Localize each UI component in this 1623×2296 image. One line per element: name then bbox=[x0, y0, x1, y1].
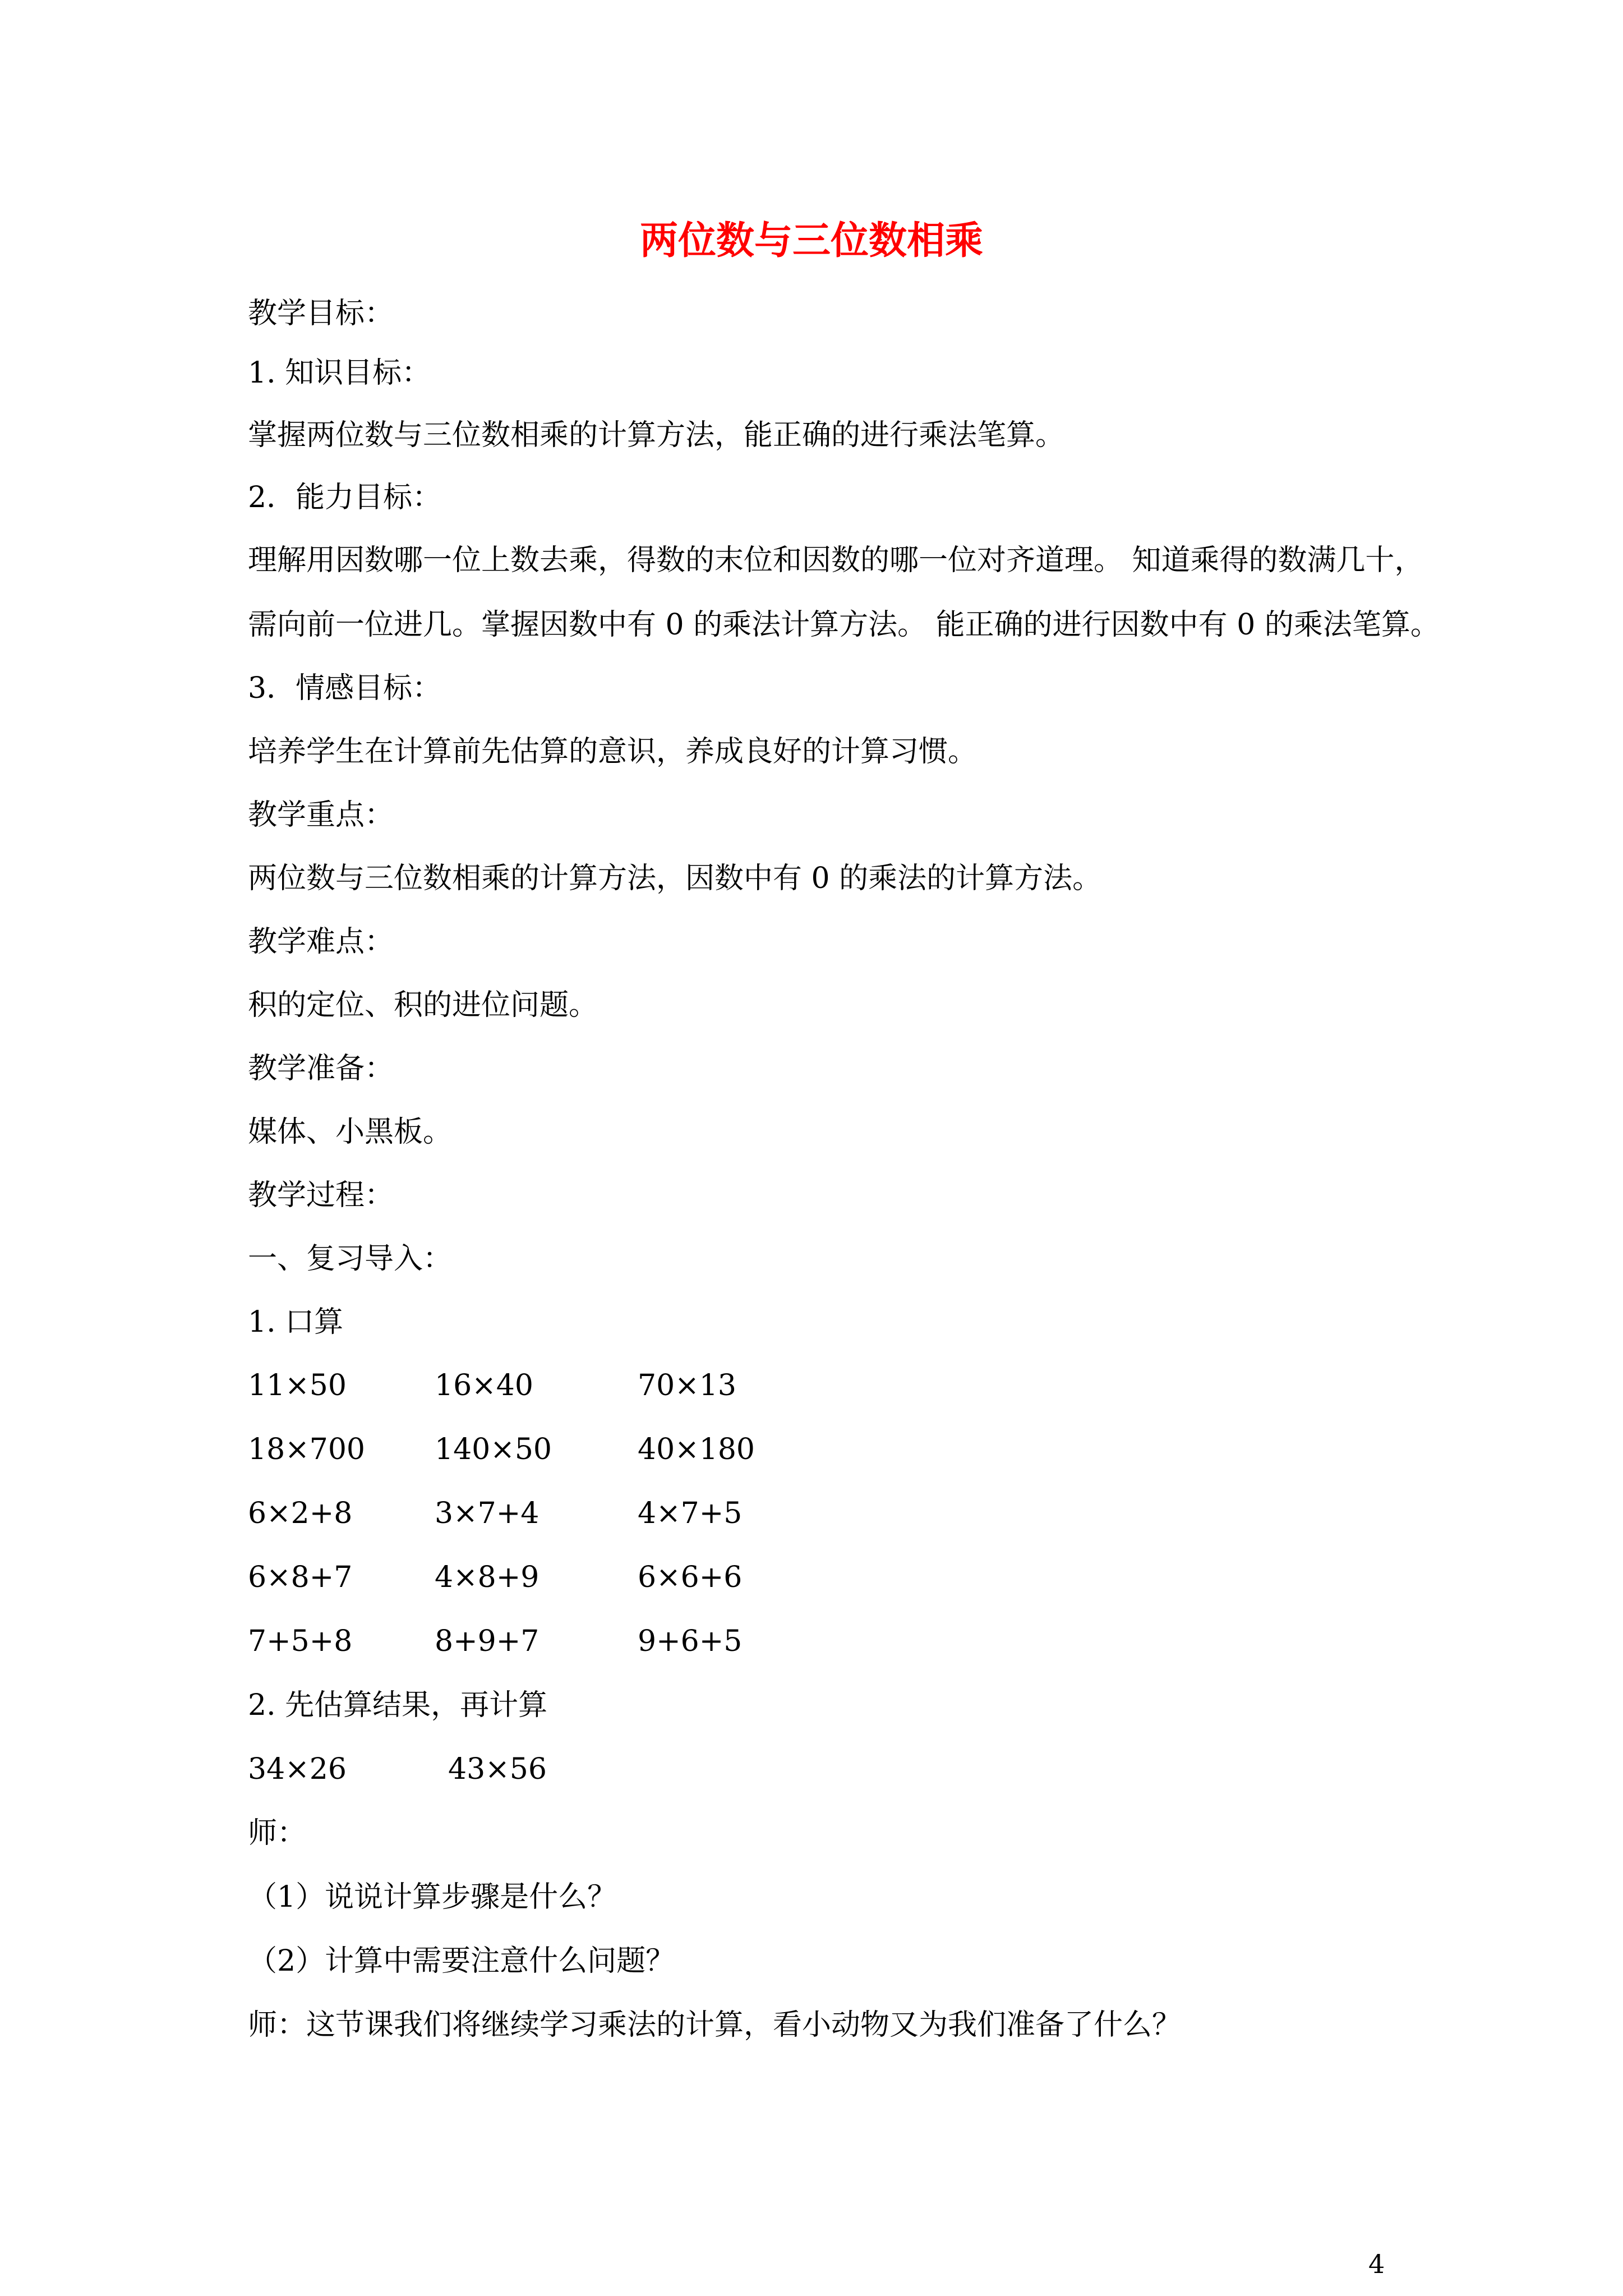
question-attention: （2）计算中需要注意什么问题？ bbox=[248, 1944, 675, 1978]
objective-ability-heading: 2．能力目标： bbox=[248, 481, 442, 514]
oral-calc-item: 3×7+4 bbox=[435, 1497, 540, 1530]
objective-emotion-text: 培养学生在计算前先估算的意识，养成良好的计算习惯。 bbox=[248, 735, 978, 769]
oral-calc-heading: 1. 口算 bbox=[248, 1305, 344, 1339]
teacher-closing-line: 师：这节课我们将继续学习乘法的计算，看小动物又为我们准备了什么？ bbox=[248, 2008, 1182, 2042]
oral-calc-item: 7+5+8 bbox=[248, 1625, 353, 1658]
oral-calc-item: 9+6+5 bbox=[638, 1625, 743, 1658]
objective-knowledge-heading: 1. 知识目标： bbox=[248, 356, 431, 390]
oral-calc-item: 70×13 bbox=[638, 1369, 736, 1402]
oral-calc-item: 140×50 bbox=[435, 1433, 552, 1466]
oral-calc-item: 4×7+5 bbox=[638, 1497, 743, 1530]
oral-calc-row bbox=[248, 1558, 1033, 1597]
oral-calc-item: 18×700 bbox=[248, 1433, 365, 1466]
oral-calc-item: 40×180 bbox=[638, 1433, 755, 1466]
objective-ability-text-line-1: 理解用因数哪一位上数去乘，得数的末位和因数的哪一位对齐道理。 知道乘得的数满几十， bbox=[248, 544, 1424, 577]
oral-calc-item: 4×8+9 bbox=[435, 1561, 540, 1594]
question-steps: （1）说说计算步骤是什么？ bbox=[248, 1880, 617, 1914]
objective-emotion-heading: 3．情感目标： bbox=[248, 671, 442, 705]
objective-knowledge-text: 掌握两位数与三位数相乘的计算方法，能正确的进行乘法笔算。 bbox=[248, 418, 1065, 452]
oral-calc-item: 6×2+8 bbox=[248, 1497, 353, 1530]
page-number: 4 bbox=[1368, 2249, 1385, 2279]
key-points-text: 两位数与三位数相乘的计算方法，因数中有 0 的乘法的计算方法。 bbox=[248, 862, 1102, 895]
oral-calc-item: 8+9+7 bbox=[435, 1625, 540, 1658]
teacher-label: 师： bbox=[248, 1816, 307, 1850]
document-title: 两位数与三位数相乘 bbox=[639, 218, 983, 263]
section-heading-process: 教学过程： bbox=[248, 1179, 394, 1212]
section-heading-difficulties: 教学难点： bbox=[248, 925, 394, 959]
review-heading: 一、复习导入： bbox=[248, 1242, 453, 1276]
oral-calc-row bbox=[248, 1494, 1033, 1533]
estimate-heading: 2. 先估算结果，再计算 bbox=[248, 1688, 548, 1722]
preparation-text: 媒体、小黑板。 bbox=[248, 1115, 453, 1149]
oral-calc-item: 6×8+7 bbox=[248, 1561, 353, 1594]
estimate-row bbox=[248, 1750, 1033, 1789]
oral-calc-row bbox=[248, 1622, 1033, 1661]
oral-calc-item: 16×40 bbox=[435, 1369, 533, 1402]
oral-calc-item: 6×6+6 bbox=[638, 1561, 743, 1594]
estimate-item: 43×56 bbox=[448, 1752, 547, 1786]
section-heading-preparation: 教学准备： bbox=[248, 1052, 394, 1085]
oral-calc-item: 11×50 bbox=[248, 1369, 347, 1402]
difficulties-text: 积的定位、积的进位问题。 bbox=[248, 988, 598, 1022]
section-heading-objectives: 教学目标： bbox=[248, 297, 394, 330]
section-heading-key-points: 教学重点： bbox=[248, 798, 394, 832]
oral-calc-row bbox=[248, 1366, 1033, 1405]
oral-calc-row bbox=[248, 1430, 1033, 1469]
objective-ability-text-line-2: 需向前一位进几。掌握因数中有 0 的乘法计算方法。 能正确的进行因数中有 0 的乘法笔算。 bbox=[248, 608, 1440, 642]
estimate-item: 34×26 bbox=[248, 1752, 347, 1786]
